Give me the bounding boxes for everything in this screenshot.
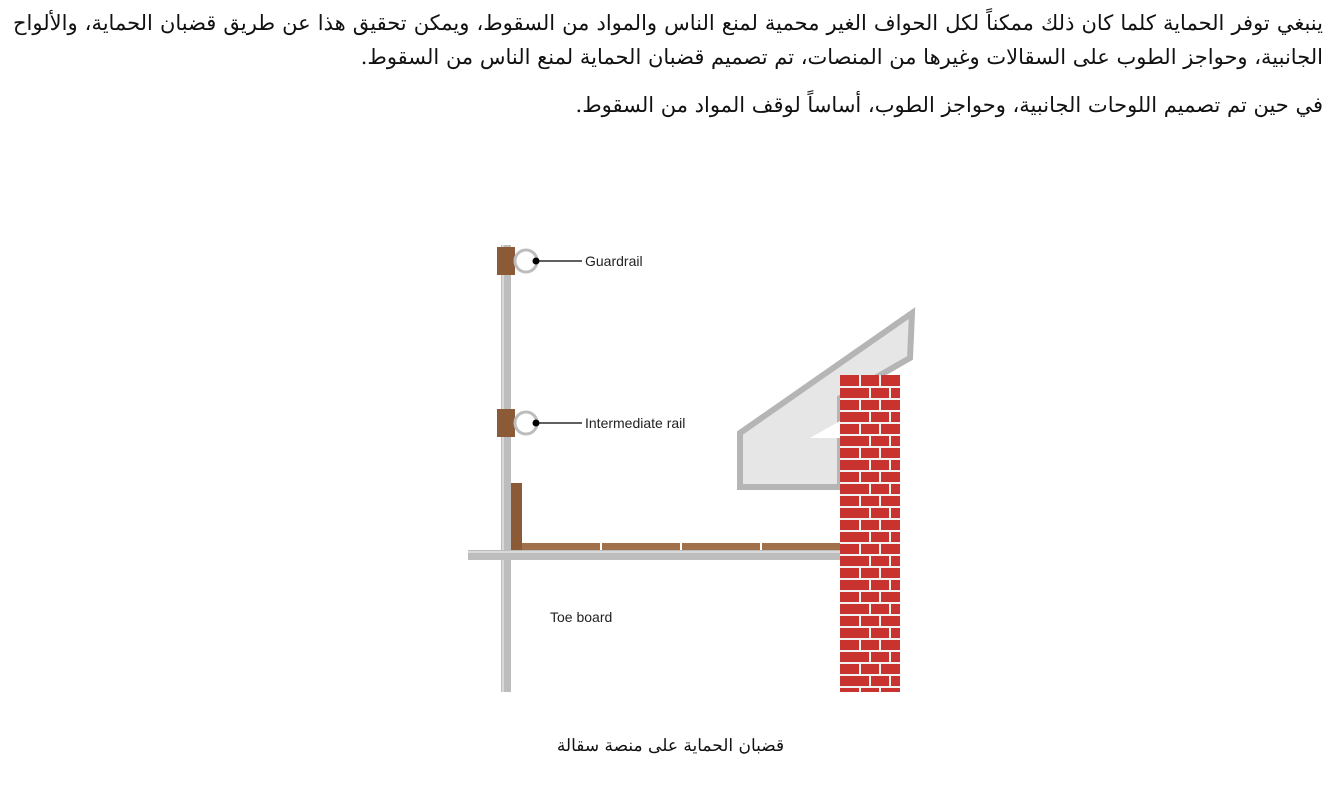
guardrail-label: Guardrail (585, 253, 643, 269)
scaffold-figure (440, 225, 940, 700)
toe-board-label: Toe board (550, 609, 613, 625)
guardrail-clamp (497, 247, 515, 275)
figure-caption: قضبان الحماية على منصة سقالة (556, 736, 785, 756)
paragraph-2: في حين تم تصميم اللوحات الجانبية، وحواجز الطوب، أساساً لوقف المواد من السقوط. (575, 93, 1323, 117)
intermediate-rail-label: Intermediate rail (585, 415, 686, 431)
intermediate-rail-clamp (497, 409, 515, 437)
body-text (13, 6, 1323, 122)
platform-boards (522, 543, 840, 550)
paragraph-1: ينبغي توفر الحماية كلما كان ذلك ممكناً لكل الحواف الغير محمية لمنع الناس والمواد من السقوط، ويمكن تحقيق هذا عن طريق قضبان الحماية، والألواح الجانبية، وحواجز الطوب على السقالات وغيرها من المنصات، تم تصميم قضبان الحماية لمنع الناس من السقوط. (13, 11, 1323, 69)
brick-wall (840, 375, 900, 692)
toe-board (511, 483, 522, 550)
scaffold-diagram (440, 225, 940, 700)
